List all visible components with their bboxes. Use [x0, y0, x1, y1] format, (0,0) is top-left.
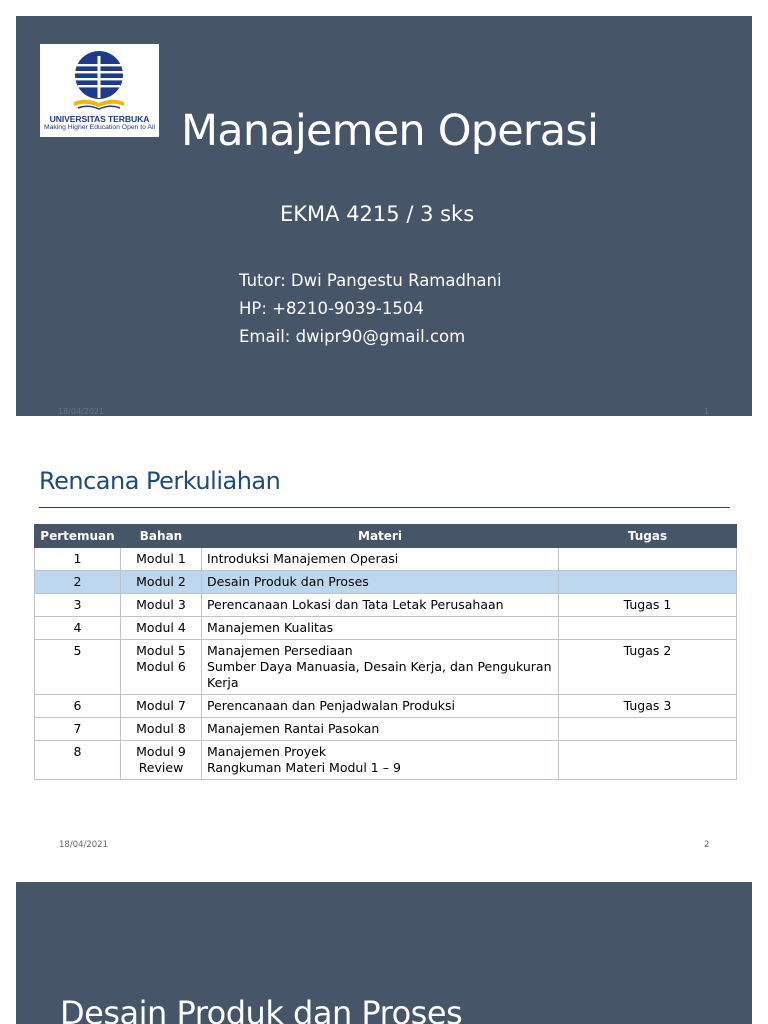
materi-line: Rangkuman Materi Modul 1 – 9 [207, 760, 401, 775]
bahan-line: Modul 7 [136, 698, 186, 713]
materi-line: Desain Produk dan Proses [207, 574, 369, 589]
bahan-line: Modul 4 [136, 620, 186, 635]
materi-line: Manajemen Proyek [207, 744, 327, 759]
course-code: EKMA 4215 / 3 sks [280, 202, 475, 226]
cell-pertemuan: 6 [35, 695, 121, 718]
table-row [35, 741, 737, 780]
table-row [35, 640, 737, 695]
cell-bahan [121, 571, 202, 594]
cell-bahan [121, 617, 202, 640]
bahan-line: Modul 3 [136, 597, 186, 612]
slide-date: 18/04/2021 [58, 407, 105, 416]
title-slide [16, 16, 752, 416]
bahan-line: Modul 8 [136, 721, 186, 736]
table-row [35, 617, 737, 640]
bahan-line: Modul 6 [136, 659, 186, 674]
cell-bahan [121, 718, 202, 741]
slide-number: 2 [704, 840, 710, 850]
bahan-line: Modul 1 [136, 551, 186, 566]
cell-tugas [559, 571, 737, 594]
bahan-line: Modul 5 [136, 643, 186, 658]
cell-pertemuan: 8 [35, 741, 121, 780]
materi-line: Perencanaan Lokasi dan Tata Letak Perusahaan [207, 597, 504, 612]
cell-pertemuan: 2 [35, 571, 121, 594]
title-divider [39, 507, 730, 508]
materi-line: Introduksi Manajemen Operasi [207, 551, 399, 566]
cell-bahan [121, 640, 202, 695]
section-title: Desain Produk dan Proses [60, 994, 463, 1024]
tutor-phone: HP: +8210-9039-1504 [239, 299, 424, 318]
cell-materi [202, 571, 559, 594]
table-row [35, 594, 737, 617]
course-title: Manajemen Operasi [181, 106, 599, 156]
cell-materi [202, 640, 559, 695]
cell-pertemuan: 5 [35, 640, 121, 695]
bahan-line: Review [138, 760, 184, 775]
column-header-bahan: Bahan [121, 525, 202, 548]
cell-tugas [559, 617, 737, 640]
section-slide [16, 882, 752, 1024]
cell-bahan [121, 741, 202, 780]
slide-number: 1 [704, 407, 710, 416]
cell-tugas [559, 741, 737, 780]
cell-pertemuan: 4 [35, 617, 121, 640]
cell-bahan [121, 695, 202, 718]
column-header-materi: Materi [202, 525, 559, 548]
cell-tugas: Tugas 2 [559, 640, 737, 695]
cell-materi [202, 718, 559, 741]
column-header-pertemuan: Pertemuan [35, 525, 121, 548]
cell-materi [202, 548, 559, 571]
materi-line: Manajemen Kualitas [207, 620, 334, 635]
cell-materi [202, 617, 559, 640]
cell-pertemuan: 3 [35, 594, 121, 617]
cell-pertemuan: 1 [35, 548, 121, 571]
table-row [35, 548, 737, 571]
materi-line: Sumber Daya Manuasia, Desain Kerja, dan Pengukuran Kerja [207, 659, 552, 690]
table-header-row [35, 525, 737, 548]
cell-tugas: Tugas 3 [559, 695, 737, 718]
bahan-line: Modul 9 [136, 744, 186, 759]
cell-bahan [121, 594, 202, 617]
logo-tagline: Making Higher Education Open to All [43, 124, 156, 131]
cell-materi [202, 741, 559, 780]
cell-tugas: Tugas 1 [559, 594, 737, 617]
cell-bahan [121, 548, 202, 571]
universitas-terbuka-emblem-icon [40, 44, 159, 116]
cell-pertemuan: 7 [35, 718, 121, 741]
slide-title: Rencana Perkuliahan [39, 467, 281, 495]
tutor-name: Tutor: Dwi Pangestu Ramadhani [239, 271, 502, 290]
cell-tugas [559, 548, 737, 571]
cell-materi [202, 695, 559, 718]
materi-line: Manajemen Rantai Pasokan [207, 721, 380, 736]
tutor-email: Email: dwipr90@gmail.com [239, 327, 466, 346]
cell-materi [202, 594, 559, 617]
column-header-tugas: Tugas [559, 525, 737, 548]
table-row [35, 718, 737, 741]
course-plan-table [34, 524, 737, 780]
logo-name: UNIVERSITAS TERBUKA [49, 114, 150, 124]
cell-tugas [559, 718, 737, 741]
table-row [35, 571, 737, 594]
table-row [35, 695, 737, 718]
table-body [35, 548, 737, 780]
materi-line: Perencanaan dan Penjadwalan Produksi [207, 698, 456, 713]
bahan-line: Modul 2 [136, 574, 186, 589]
university-logo [40, 44, 159, 137]
slide-date: 18/04/2021 [59, 840, 108, 850]
materi-line: Manajemen Persediaan [207, 643, 353, 658]
